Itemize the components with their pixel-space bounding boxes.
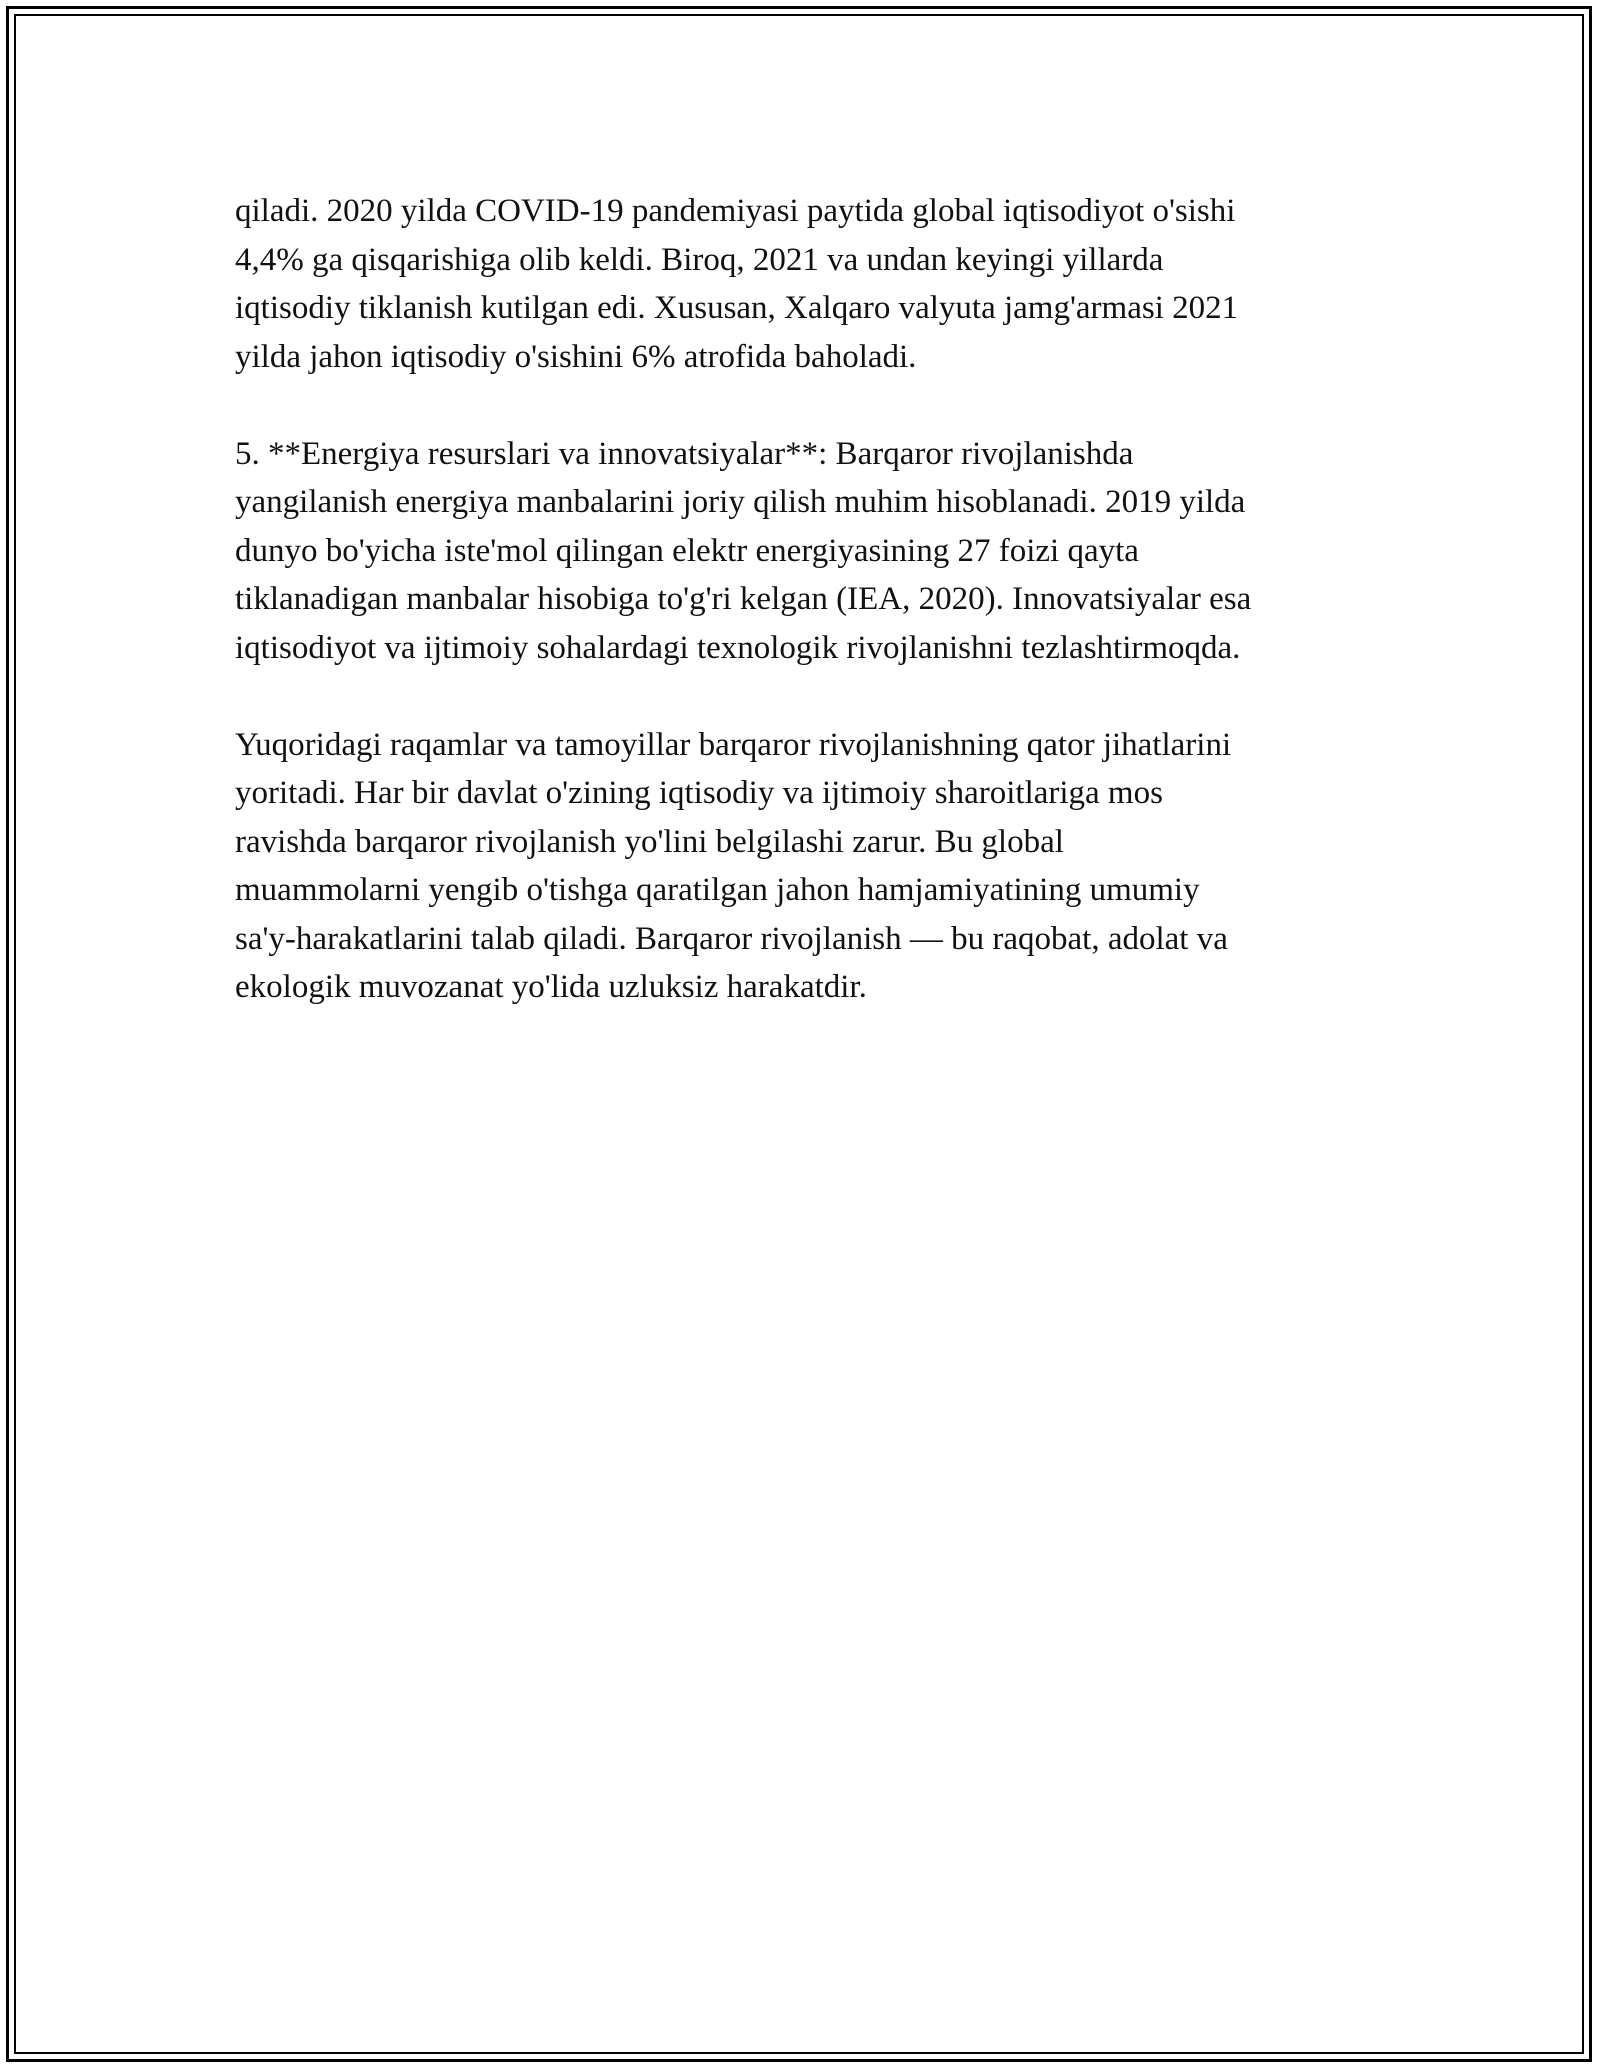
document-body (235, 187, 1415, 1060)
text-line: iqtisodiy tiklanish kutilgan edi. Xususan, Xalqaro valyuta jamg'armasi 2021 (235, 290, 1239, 326)
paragraph-energy (235, 430, 1415, 673)
text-line: ekologik muvozanat yo'lida uzluksiz harakatdir. (235, 969, 867, 1005)
text-line: tiklanadigan manbalar hisobiga to'g'ri kelgan (IEA, 2020). Innovatsiyalar esa (235, 581, 1252, 617)
text-line: Yuqoridagi raqamlar va tamoyillar barqaror rivojlanishning qator jihatlarini (235, 726, 1232, 763)
text-line: yangilanish energiya manbalarini joriy qilish muhim hisoblanadi. 2019 yilda (235, 484, 1246, 520)
text-line: iqtisodiyot va ijtimoiy sohalardagi texnologik rivojlanishni tezlashtirmoqda. (235, 629, 1241, 666)
paragraph-conclusion (235, 721, 1415, 1012)
text-line: muammolarni yengib o'tishga qaratilgan jahon hamjamiyatining umumiy (235, 872, 1200, 908)
text-line: 5. **Energiya resurslari va innovatsiyalar**: Barqaror rivojlanishda (235, 435, 1134, 472)
text-line: ravishda barqaror rivojlanish yo'lini belgilashi zarur. Bu global (235, 823, 1064, 860)
paragraph-economy (235, 187, 1415, 381)
text-line: sa'y-harakatlarini talab qiladi. Barqaror rivojlanish — bu raqobat, adolat va (235, 920, 1228, 957)
text-line: dunyo bo'yicha iste'mol qilingan elektr energiyasining 27 foizi qayta (235, 532, 1139, 569)
text-line: yoritadi. Har bir davlat o'zining iqtisodiy va ijtimoiy sharoitlariga mos (235, 775, 1163, 811)
text-line: yilda jahon iqtisodiy o'sishini 6% atrofida baholadi. (235, 338, 917, 375)
text-line: qiladi. 2020 yilda COVID-19 pandemiyasi paytida global iqtisodiyot o'sishi (235, 193, 1236, 229)
text-line: 4,4% ga qisqarishiga olib keldi. Biroq, 2021 va undan keyingi yillarda (235, 241, 1164, 278)
